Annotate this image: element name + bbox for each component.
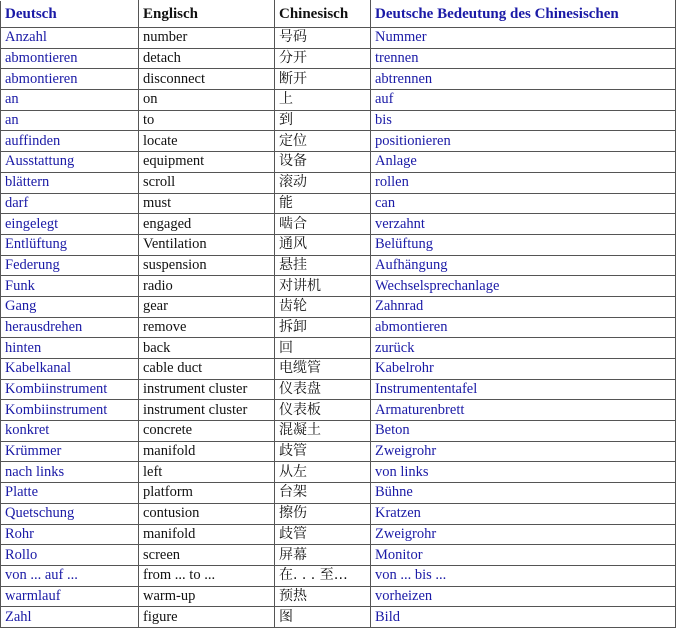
table-row bbox=[1, 276, 676, 297]
cell-deutsch: warmlauf bbox=[1, 586, 139, 607]
cell-deutsch: konkret bbox=[1, 421, 139, 442]
table-row bbox=[1, 607, 676, 628]
cell-deutsch: hinten bbox=[1, 338, 139, 359]
table-row bbox=[1, 503, 676, 524]
cell-chinesisch: 台架 bbox=[275, 483, 371, 504]
cell-chinesisch: 上 bbox=[275, 90, 371, 111]
cell-deutsche-bedeutung: vorheizen bbox=[371, 586, 676, 607]
cell-deutsche-bedeutung: Belüftung bbox=[371, 234, 676, 255]
cell-chinesisch: 滚动 bbox=[275, 172, 371, 193]
cell-deutsche-bedeutung: Kratzen bbox=[371, 503, 676, 524]
header-chinesisch: Chinesisch bbox=[275, 1, 371, 28]
cell-englisch: platform bbox=[139, 483, 275, 504]
cell-chinesisch: 擦伤 bbox=[275, 503, 371, 524]
cell-chinesisch: 屏幕 bbox=[275, 545, 371, 566]
table-row bbox=[1, 586, 676, 607]
cell-englisch: manifold bbox=[139, 441, 275, 462]
cell-deutsche-bedeutung: Kabelrohr bbox=[371, 359, 676, 380]
cell-chinesisch: 设备 bbox=[275, 152, 371, 173]
cell-chinesisch: 从左 bbox=[275, 462, 371, 483]
cell-englisch: from ... to ... bbox=[139, 565, 275, 586]
cell-deutsche-bedeutung: Bühne bbox=[371, 483, 676, 504]
cell-englisch: locate bbox=[139, 131, 275, 152]
cell-englisch: remove bbox=[139, 317, 275, 338]
cell-englisch: left bbox=[139, 462, 275, 483]
cell-chinesisch: 预热 bbox=[275, 586, 371, 607]
cell-chinesisch: 回 bbox=[275, 338, 371, 359]
table-row bbox=[1, 255, 676, 276]
cell-deutsche-bedeutung: bis bbox=[371, 110, 676, 131]
table-row bbox=[1, 462, 676, 483]
cell-englisch: manifold bbox=[139, 524, 275, 545]
table-row bbox=[1, 172, 676, 193]
cell-chinesisch: 断开 bbox=[275, 69, 371, 90]
table-row bbox=[1, 400, 676, 421]
cell-deutsch: Rohr bbox=[1, 524, 139, 545]
cell-deutsche-bedeutung: Monitor bbox=[371, 545, 676, 566]
header-deutsch: Deutsch bbox=[1, 1, 139, 28]
cell-deutsche-bedeutung: von ... bis ... bbox=[371, 565, 676, 586]
cell-deutsche-bedeutung: abmontieren bbox=[371, 317, 676, 338]
cell-deutsche-bedeutung: abtrennen bbox=[371, 69, 676, 90]
cell-deutsche-bedeutung: auf bbox=[371, 90, 676, 111]
cell-englisch: figure bbox=[139, 607, 275, 628]
header-deutsche-bedeutung: Deutsche Bedeutung des Chinesischen bbox=[371, 1, 676, 28]
cell-chinesisch: 齿轮 bbox=[275, 296, 371, 317]
table-row bbox=[1, 545, 676, 566]
table-row bbox=[1, 193, 676, 214]
cell-deutsch: an bbox=[1, 110, 139, 131]
cell-chinesisch: 在. . . 至… bbox=[275, 565, 371, 586]
cell-deutsch: Quetschung bbox=[1, 503, 139, 524]
cell-deutsch: nach links bbox=[1, 462, 139, 483]
cell-englisch: warm-up bbox=[139, 586, 275, 607]
table-row bbox=[1, 28, 676, 49]
cell-deutsche-bedeutung: Beton bbox=[371, 421, 676, 442]
cell-chinesisch: 混凝土 bbox=[275, 421, 371, 442]
cell-deutsche-bedeutung: von links bbox=[371, 462, 676, 483]
cell-chinesisch: 电缆管 bbox=[275, 359, 371, 380]
cell-deutsch: Platte bbox=[1, 483, 139, 504]
cell-deutsche-bedeutung: Bild bbox=[371, 607, 676, 628]
cell-deutsche-bedeutung: Zweigrohr bbox=[371, 524, 676, 545]
cell-chinesisch: 到 bbox=[275, 110, 371, 131]
cell-englisch: to bbox=[139, 110, 275, 131]
cell-chinesisch: 拆卸 bbox=[275, 317, 371, 338]
table-row bbox=[1, 483, 676, 504]
cell-chinesisch: 通风 bbox=[275, 234, 371, 255]
cell-deutsche-bedeutung: Instrumententafel bbox=[371, 379, 676, 400]
table-row bbox=[1, 152, 676, 173]
cell-deutsche-bedeutung: Aufhängung bbox=[371, 255, 676, 276]
table-row bbox=[1, 69, 676, 90]
cell-englisch: must bbox=[139, 193, 275, 214]
cell-deutsch: eingelegt bbox=[1, 214, 139, 235]
cell-deutsch: darf bbox=[1, 193, 139, 214]
table-row bbox=[1, 131, 676, 152]
cell-deutsch: Zahl bbox=[1, 607, 139, 628]
cell-deutsch: Rollo bbox=[1, 545, 139, 566]
cell-deutsch: von ... auf ... bbox=[1, 565, 139, 586]
cell-englisch: instrument cluster bbox=[139, 379, 275, 400]
cell-chinesisch: 号码 bbox=[275, 28, 371, 49]
table-row bbox=[1, 524, 676, 545]
cell-englisch: on bbox=[139, 90, 275, 111]
cell-englisch: gear bbox=[139, 296, 275, 317]
cell-englisch: suspension bbox=[139, 255, 275, 276]
cell-deutsch: Kabelkanal bbox=[1, 359, 139, 380]
cell-deutsch: Gang bbox=[1, 296, 139, 317]
cell-englisch: back bbox=[139, 338, 275, 359]
table-row bbox=[1, 441, 676, 462]
cell-englisch: radio bbox=[139, 276, 275, 297]
cell-deutsche-bedeutung: Nummer bbox=[371, 28, 676, 49]
cell-englisch: scroll bbox=[139, 172, 275, 193]
cell-chinesisch: 悬挂 bbox=[275, 255, 371, 276]
cell-englisch: disconnect bbox=[139, 69, 275, 90]
table-row bbox=[1, 338, 676, 359]
cell-deutsch: an bbox=[1, 90, 139, 111]
cell-deutsche-bedeutung: can bbox=[371, 193, 676, 214]
cell-englisch: concrete bbox=[139, 421, 275, 442]
cell-englisch: equipment bbox=[139, 152, 275, 173]
table-row bbox=[1, 296, 676, 317]
header-row bbox=[1, 1, 676, 28]
cell-englisch: Ventilation bbox=[139, 234, 275, 255]
cell-deutsch: abmontieren bbox=[1, 69, 139, 90]
cell-englisch: instrument cluster bbox=[139, 400, 275, 421]
cell-deutsch: Krümmer bbox=[1, 441, 139, 462]
cell-chinesisch: 歧管 bbox=[275, 524, 371, 545]
table-row bbox=[1, 565, 676, 586]
cell-deutsche-bedeutung: trennen bbox=[371, 48, 676, 69]
cell-chinesisch: 仪表板 bbox=[275, 400, 371, 421]
header-englisch: Englisch bbox=[139, 1, 275, 28]
table-row bbox=[1, 214, 676, 235]
cell-deutsche-bedeutung: zurück bbox=[371, 338, 676, 359]
cell-englisch: screen bbox=[139, 545, 275, 566]
cell-deutsche-bedeutung: verzahnt bbox=[371, 214, 676, 235]
cell-deutsch: Kombiinstrument bbox=[1, 379, 139, 400]
cell-deutsch: abmontieren bbox=[1, 48, 139, 69]
cell-englisch: number bbox=[139, 28, 275, 49]
table-row bbox=[1, 48, 676, 69]
cell-deutsche-bedeutung: rollen bbox=[371, 172, 676, 193]
table-row bbox=[1, 110, 676, 131]
table-row bbox=[1, 234, 676, 255]
cell-deutsche-bedeutung: Armaturenbrett bbox=[371, 400, 676, 421]
cell-chinesisch: 能 bbox=[275, 193, 371, 214]
cell-chinesisch: 对讲机 bbox=[275, 276, 371, 297]
cell-deutsche-bedeutung: Zweigrohr bbox=[371, 441, 676, 462]
cell-deutsche-bedeutung: positionieren bbox=[371, 131, 676, 152]
cell-deutsch: Kombiinstrument bbox=[1, 400, 139, 421]
cell-englisch: engaged bbox=[139, 214, 275, 235]
cell-deutsch: Entlüftung bbox=[1, 234, 139, 255]
table-row bbox=[1, 359, 676, 380]
cell-englisch: detach bbox=[139, 48, 275, 69]
cell-deutsche-bedeutung: Anlage bbox=[371, 152, 676, 173]
table-row bbox=[1, 90, 676, 111]
cell-deutsch: auffinden bbox=[1, 131, 139, 152]
cell-deutsche-bedeutung: Wechselsprechanlage bbox=[371, 276, 676, 297]
cell-deutsch: Federung bbox=[1, 255, 139, 276]
cell-deutsch: Anzahl bbox=[1, 28, 139, 49]
cell-englisch: cable duct bbox=[139, 359, 275, 380]
cell-englisch: contusion bbox=[139, 503, 275, 524]
cell-chinesisch: 啮合 bbox=[275, 214, 371, 235]
cell-chinesisch: 定位 bbox=[275, 131, 371, 152]
table-row bbox=[1, 317, 676, 338]
cell-chinesisch: 歧管 bbox=[275, 441, 371, 462]
cell-deutsch: herausdrehen bbox=[1, 317, 139, 338]
cell-chinesisch: 分开 bbox=[275, 48, 371, 69]
cell-chinesisch: 仪表盘 bbox=[275, 379, 371, 400]
table-row bbox=[1, 379, 676, 400]
cell-deutsch: Funk bbox=[1, 276, 139, 297]
cell-deutsch: Ausstattung bbox=[1, 152, 139, 173]
table-row bbox=[1, 421, 676, 442]
cell-deutsche-bedeutung: Zahnrad bbox=[371, 296, 676, 317]
cell-deutsch: blättern bbox=[1, 172, 139, 193]
cell-chinesisch: 图 bbox=[275, 607, 371, 628]
